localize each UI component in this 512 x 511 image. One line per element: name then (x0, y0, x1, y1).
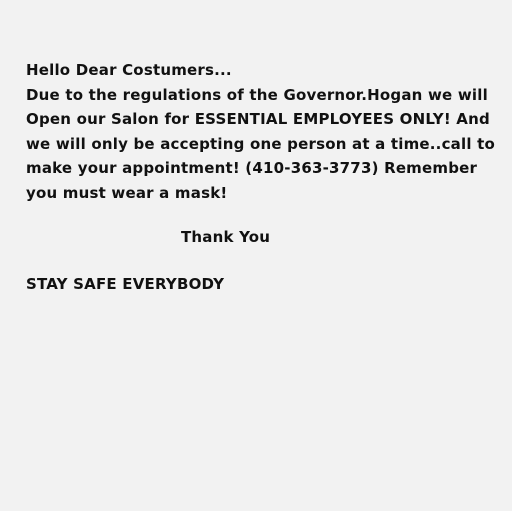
closing-text: STAY SAFE EVERYBODY (26, 275, 225, 293)
body-line-2: Open our Salon for ESSENTIAL EMPLOYEES ONLY! And (26, 110, 490, 128)
notice-message (26, 58, 495, 205)
thank-you-text: Thank You (181, 228, 271, 246)
body-line-5: you must wear a mask! (26, 183, 228, 202)
body-line-3: we will only be accepting one person at a time..call to (26, 134, 495, 153)
body-line-1: Due to the regulations of the Governor.Hogan we will (26, 85, 488, 104)
body-line-4: make your appointment! (410-363-3773) Remember (26, 159, 478, 177)
greeting-text: Hello Dear Costumers... (26, 61, 232, 79)
